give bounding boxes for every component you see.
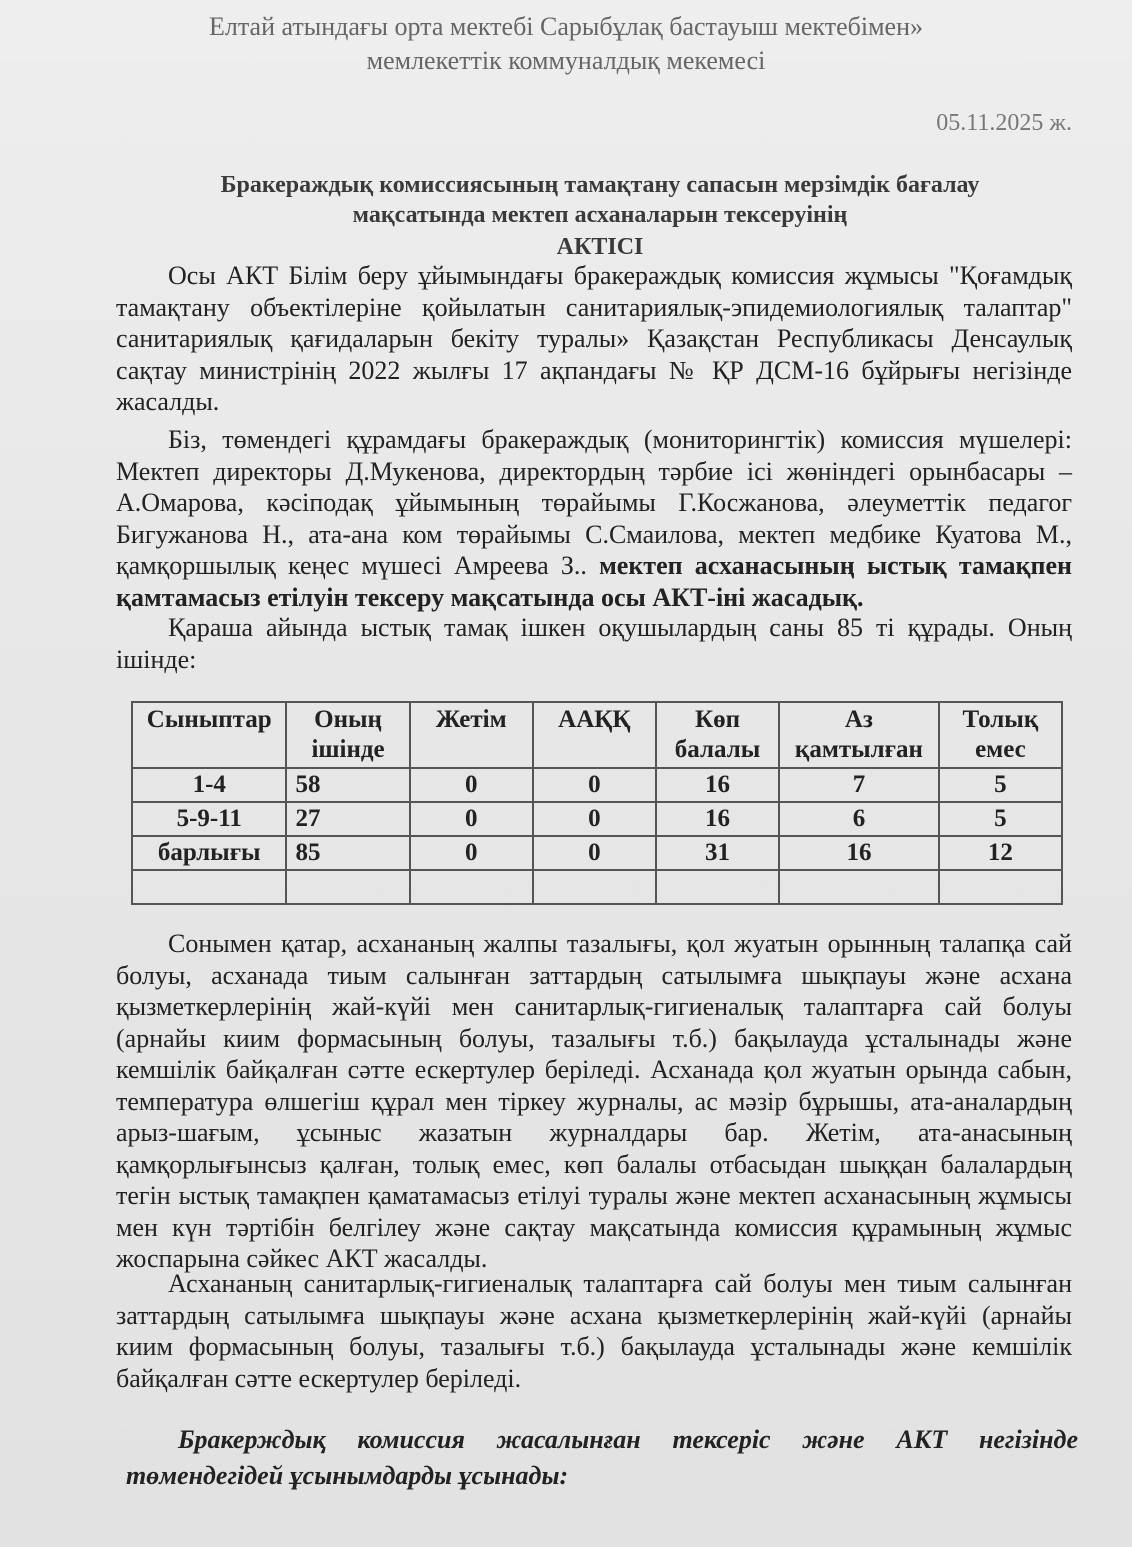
- title-line-2: мақсатында мектеп асханаларын тексеруінің: [352, 202, 848, 228]
- table-row: [132, 836, 1062, 870]
- table-cell: 16: [779, 836, 939, 870]
- recommendations-heading: Бракерждық комиссия жасалынған тексеріс және АКТ негізінде төмендегідей ұсынымдарды ұсынады:: [126, 1425, 1078, 1490]
- commission-purpose-text: мектеп асханасының ыстық тамақпен қамтамасыз етілуін тексеру мақсатында осы АКТ-іні жасадық.: [116, 551, 1073, 612]
- table-cell: 16: [656, 768, 779, 802]
- table-cell: 5: [939, 802, 1062, 836]
- paragraph-commission: [116, 424, 1072, 613]
- table-cell: барлығы: [132, 836, 286, 870]
- table-row: [132, 768, 1062, 802]
- table-row: [132, 870, 1062, 904]
- table-cell: [939, 870, 1062, 904]
- table-header-cell: ААҚҚ: [533, 702, 656, 768]
- table-cell: 16: [656, 802, 779, 836]
- table-cell: [286, 870, 409, 904]
- table-row: [132, 802, 1062, 836]
- title-line-3: АКТІСІ: [556, 234, 644, 260]
- table-cell: 0: [410, 836, 533, 870]
- commission-members-text: Біз, төмендегі құрамдағы бракераждық (мониторингтік) комиссия мүшелері: Мектеп директоры Д.Мукенова, директордың тәрбие ісі жөніндегі орынбасары – А.Омарова, кәсіподақ ұйымының төрайымы Г.Косжанова, әлеуметтік педагог Бигужанова Н., ата-ана ком төрайымы С.Смаилова, мектеп медбике Куатова М., қамқоршылық кеңес мүшесі Амреева З..: [116, 425, 1072, 580]
- paragraph-student-count: Қараша айында ыстық тамақ ішкен оқушылардың саны 85 ті құрады. Оның ішінде:: [116, 613, 1072, 674]
- table-cell: 0: [410, 768, 533, 802]
- title-line-1: Бракераждық комиссиясының тамақтану сапасын мерзімдік бағалау: [220, 172, 980, 198]
- table-cell: 5: [939, 768, 1062, 802]
- table-cell: 0: [533, 836, 656, 870]
- table-cell: 6: [779, 802, 939, 836]
- table-header-cell: Көп балалы: [656, 702, 779, 768]
- table-cell: 27: [286, 802, 409, 836]
- institution-type-line: мемлекеттік коммуналдық мекемесі: [366, 46, 766, 75]
- table-cell: 12: [939, 836, 1062, 870]
- table-header-cell: Толық емес: [939, 702, 1062, 768]
- table-header-cell: Аз қамтылған: [779, 702, 939, 768]
- table-header-cell: Жетім: [410, 702, 533, 768]
- paragraph-sanitary-requirements: Асхананың санитарлық-гигиеналық талаптарға сай болуы мен тиым салынған заттардың сатылымға шықпауы және асхана қызметкерлерінің жай-күйі (арнайы киим формасының болуы, тазалығы т.б.) бақылауда ұсталынады және кемшілік байқалған сәтте ескертулер беріледі.: [116, 1269, 1072, 1393]
- table-cell: 0: [533, 768, 656, 802]
- table-cell: 85: [286, 836, 409, 870]
- table-cell: 31: [656, 836, 779, 870]
- table-cell: [656, 870, 779, 904]
- table-cell: [779, 870, 939, 904]
- table-cell: 0: [533, 802, 656, 836]
- table-cell: [132, 870, 286, 904]
- table-cell: 1-4: [132, 768, 286, 802]
- table-header-row: [132, 702, 1062, 768]
- table-cell: 58: [286, 768, 409, 802]
- table-cell: 0: [410, 802, 533, 836]
- table-cell: [533, 870, 656, 904]
- table-cell: 7: [779, 768, 939, 802]
- school-name-line: Елтай атындағы орта мектебі Сарыбұлақ бастауыш мектебімен»: [209, 12, 923, 41]
- table-cell: 5-9-11: [132, 802, 286, 836]
- table-cell: [410, 870, 533, 904]
- document-date: 05.11.2025 ж.: [936, 110, 1072, 136]
- table-header-cell: Сыныптар: [132, 702, 286, 768]
- meal-statistics-table: [131, 701, 1063, 905]
- paragraph-legal-basis: Осы АКТ Білім беру ұйымындағы бракераждық комиссия жұмысы "Қоғамдық тамақтану объектілеріне қойылатын санитариялық-эпидемиологиялық талаптар" санитариялық қағидаларын бекіту туралы» Қазақстан Республикасы Денсаулық сақтау министрінің 2022 жылғы 17 ақпандағы № ҚР ДСМ-16 бұйрығы негізінде жасалды.: [116, 261, 1072, 416]
- paragraph-hygiene-control: Сонымен қатар, асхананың жалпы тазалығы, қол жуатын орынның талапқа сай болуы, асханада тиым салынған заттардың сатылымға шықпауы және асхана қызметкерлерінің жай-күйі мен санитарлық-гигиеналық талаптарға сай болуы (арнайы киим формасының болуы, тазалығы т.б.) бақылауда ұсталынады және кемшілік байқалған сәтте ескертулер беріледі. Асханада қол жуатын орында сабын, температура өлшегіш құрал мен тіркеу журналы, ас мәзір бұрышы, ата-аналардың арыз-шағым, ұсыныс жазатын журналдары бар. Жетім, ата-анасының қамқорлығынсыз қалған, толық емес, көп балалы отбасыдан шыққан балалардың тегін ыстық тамақпен қаматамасыз етілуі туралы және мектеп асханасының жұмысы мен күн тәртібін белгілеу және сақтау мақсатында комиссия құрамының жұмыс жоспарына сәйкес АКТ жасалды.: [116, 929, 1072, 1273]
- table-header-cell: Оның ішінде: [286, 702, 409, 768]
